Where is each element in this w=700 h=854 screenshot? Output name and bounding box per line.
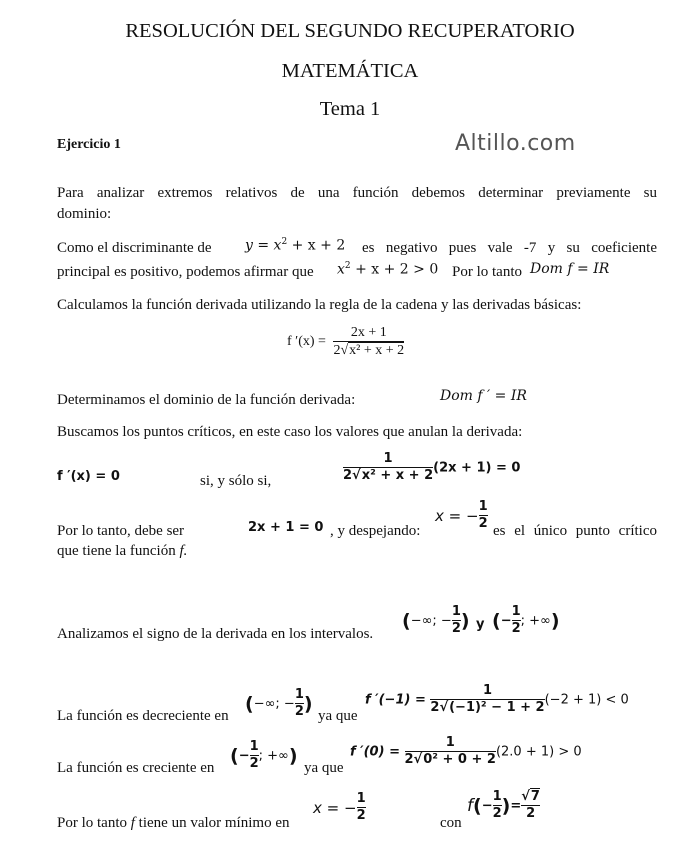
interval-decreasing: (−∞; − $\frac{1}{2}$ ) bbox=[402, 604, 470, 636]
document-title: RESOLUCIÓN DEL SEGUNDO RECUPERATORIO bbox=[125, 20, 575, 42]
increasing-interval: (− $\frac{1}{2}$ ; +∞) bbox=[230, 739, 298, 771]
paragraph-8: Analizamos el signo de la derivada en los intervalos. bbox=[57, 626, 374, 642]
paragraph-9-text-b: ya que bbox=[318, 708, 358, 724]
derivative-equals-zero: f ′(x) = 0 bbox=[57, 469, 120, 484]
minimum-function-value: f(− $\frac{1}{2}$ )= $\frac{√7}{2}$ bbox=[467, 789, 540, 821]
paragraph-10-text-a: La función es creciente en bbox=[57, 760, 215, 776]
derivative-at-zero: f ′(0) = $\frac{1}{\text{2√0² + 0 + 2}}$ (2.0 + 1) > 0 bbox=[350, 735, 582, 767]
derivative-at-minus-one: f ′(−1) = $\frac{1}{\text{2√(−1)² − 1 + 2}}$ (−2 + 1) < 0 bbox=[365, 683, 629, 715]
minimum-x-value: x = − $\frac{1}{2}$ bbox=[313, 791, 366, 823]
function-expression: $y = x^2 + x + 2$ bbox=[245, 237, 346, 254]
paragraph-9-text-a: La función es decreciente en bbox=[57, 708, 229, 724]
document-topic: Tema 1 bbox=[319, 98, 381, 120]
paragraph-11-con: con bbox=[440, 815, 462, 831]
paragraph-1-line-1: Para analizar extremos relativos de una función debemos determinar previamente su bbox=[57, 185, 657, 201]
paragraph-2-text-c: principal es positivo, podemos afirmar que bbox=[57, 264, 314, 280]
paragraph-4: Determinamos el dominio de la función derivada: bbox=[57, 392, 356, 408]
iff-text: si, y sólo si, bbox=[200, 473, 272, 489]
watermark-logo: Altillo.com bbox=[455, 131, 576, 156]
document-subject: MATEMÁTICA bbox=[281, 60, 419, 82]
paragraph-11: Por lo tanto f tiene un valor mínimo en bbox=[57, 815, 290, 831]
domain-f: Dom f = IR bbox=[530, 261, 610, 277]
exercise-title: Ejercicio 1 bbox=[57, 137, 121, 152]
paragraph-7-text-c: es el único punto crítico bbox=[493, 523, 657, 539]
paragraph-2-text-d: Por lo tanto bbox=[452, 264, 522, 280]
paragraph-10-text-b: ya que bbox=[304, 760, 344, 776]
linear-equation: 2x + 1 = 0 bbox=[248, 520, 324, 535]
decreasing-interval: (−∞; − $\frac{1}{2}$ ) bbox=[245, 687, 313, 719]
paragraph-7-text-d: que tiene la función f. bbox=[57, 543, 188, 559]
paragraph-1-line-2: dominio: bbox=[57, 206, 112, 222]
paragraph-7-text-b: , y despejando: bbox=[330, 523, 421, 539]
paragraph-5: Buscamos los puntos críticos, en este caso los valores que anulan la derivada: bbox=[57, 424, 523, 440]
critical-point-value: x = − $\frac{1}{2}$ bbox=[435, 499, 488, 531]
conjunction-y: y bbox=[476, 617, 485, 632]
paragraph-2-text-b: es negativo pues vale -7 y su coeficiente bbox=[362, 240, 657, 256]
domain-fprime: Dom f ′ = IR bbox=[440, 388, 527, 404]
derivative-zero-equation: $\frac{1}{\text{2√x² + x + 2}}$ (2x + 1) = 0 bbox=[343, 451, 521, 483]
interval-increasing: (− $\frac{1}{2}$ ; +∞) bbox=[492, 604, 560, 636]
paragraph-3: Calculamos la función derivada utilizando la regla de la cadena y las derivadas básicas: bbox=[57, 297, 582, 313]
paragraph-7-text-a: Por lo tanto, debe ser bbox=[57, 523, 185, 539]
discriminant-inequality: $x^2 + x + 2 > 0$ bbox=[337, 261, 439, 278]
paragraph-2-text-a: Como el discriminante de bbox=[57, 240, 212, 256]
derivative-formula: f ′(x) = $\frac{2x + 1}{\text{2√x² + x + 2}}$ bbox=[287, 325, 405, 359]
